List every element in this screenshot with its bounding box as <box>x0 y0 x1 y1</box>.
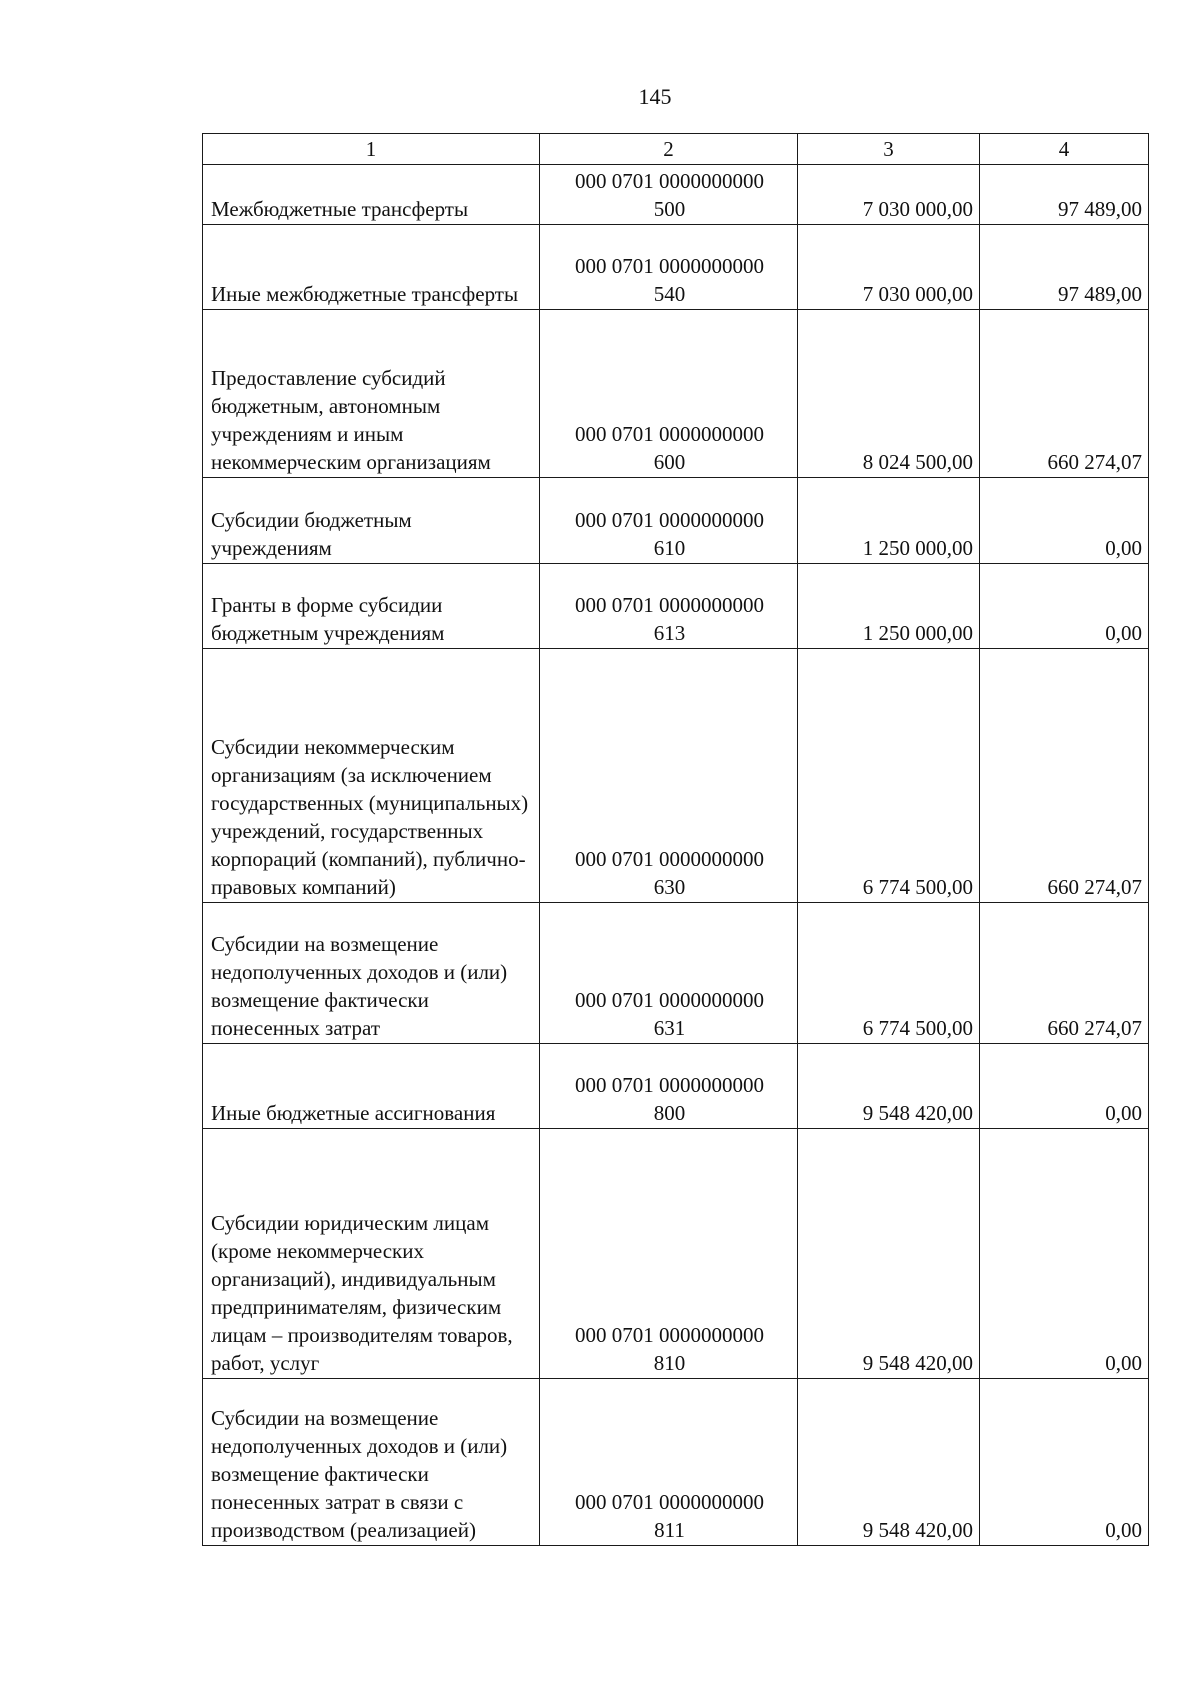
code-prefix: 000 0701 0000000000 <box>575 254 764 278</box>
row-code <box>540 478 798 564</box>
header-col-4: 4 <box>980 134 1149 165</box>
row-col3-value: 9 548 420,00 <box>798 1129 980 1379</box>
table-row <box>203 564 1149 649</box>
row-code <box>540 1129 798 1379</box>
row-name: Субсидии юридическим лицам (кроме некоммерческих организаций), индивидуальным предпринимателям, физическим лицам – производителям товаров, работ, услуг <box>203 1129 540 1379</box>
row-name: Субсидии на возмещение недополученных доходов и (или) возмещение фактически понесенных затрат <box>203 903 540 1044</box>
code-prefix: 000 0701 0000000000 <box>575 1073 764 1097</box>
code-suffix: 500 <box>653 197 686 221</box>
code-suffix: 631 <box>653 1016 686 1040</box>
row-col3-value: 9 548 420,00 <box>798 1044 980 1129</box>
table-row <box>203 310 1149 478</box>
table-row <box>203 165 1149 225</box>
code-suffix: 610 <box>653 536 686 560</box>
code-suffix: 800 <box>653 1101 686 1125</box>
code-suffix: 600 <box>653 450 686 474</box>
table-row <box>203 1044 1149 1129</box>
code-prefix: 000 0701 0000000000 <box>575 847 764 871</box>
table-row <box>203 649 1149 903</box>
row-col4-value: 97 489,00 <box>980 225 1149 310</box>
code-prefix: 000 0701 0000000000 <box>575 508 764 532</box>
row-name: Иные межбюджетные трансферты <box>203 225 540 310</box>
row-col4-value: 660 274,07 <box>980 310 1149 478</box>
page-number: 145 <box>638 84 672 109</box>
row-code <box>540 310 798 478</box>
table-row <box>203 225 1149 310</box>
row-code <box>540 564 798 649</box>
row-code <box>540 225 798 310</box>
code-prefix: 000 0701 0000000000 <box>575 422 764 446</box>
header-col-3: 3 <box>798 134 980 165</box>
row-col3-value: 7 030 000,00 <box>798 225 980 310</box>
table-row <box>203 903 1149 1044</box>
row-col4-value: 660 274,07 <box>980 649 1149 903</box>
row-code <box>540 903 798 1044</box>
code-suffix: 540 <box>653 282 686 306</box>
code-suffix: 810 <box>653 1351 686 1375</box>
row-col3-value: 8 024 500,00 <box>798 310 980 478</box>
row-col3-value: 9 548 420,00 <box>798 1379 980 1546</box>
row-col4-value: 0,00 <box>980 1044 1149 1129</box>
code-prefix: 000 0701 0000000000 <box>575 593 764 617</box>
row-name: Гранты в форме субсидии бюджетным учреждениям <box>203 564 540 649</box>
row-code <box>540 1379 798 1546</box>
code-prefix: 000 0701 0000000000 <box>575 988 764 1012</box>
row-col4-value: 0,00 <box>980 1379 1149 1546</box>
row-col4-value: 660 274,07 <box>980 903 1149 1044</box>
row-name: Предоставление субсидий бюджетным, автономным учреждениям и иным некоммерческим организациям <box>203 310 540 478</box>
row-name: Субсидии на возмещение недополученных доходов и (или) возмещение фактически понесенных затрат в связи с производством (реализацией) <box>203 1379 540 1546</box>
row-code <box>540 165 798 225</box>
row-col4-value: 0,00 <box>980 564 1149 649</box>
budget-table <box>202 133 1149 1546</box>
code-suffix: 613 <box>653 621 686 645</box>
table-row <box>203 1379 1149 1546</box>
row-col3-value: 6 774 500,00 <box>798 903 980 1044</box>
row-col3-value: 7 030 000,00 <box>798 165 980 225</box>
row-name: Субсидии некоммерческим организациям (за исключением государственных (муниципальных) учреждений, государственных корпораций (компаний), публично-правовых компаний) <box>203 649 540 903</box>
code-prefix: 000 0701 0000000000 <box>575 1490 764 1514</box>
header-col-2: 2 <box>540 134 798 165</box>
row-code <box>540 649 798 903</box>
row-code <box>540 1044 798 1129</box>
code-prefix: 000 0701 0000000000 <box>575 1323 764 1347</box>
header-row <box>203 134 1149 165</box>
table-row <box>203 1129 1149 1379</box>
row-col3-value: 6 774 500,00 <box>798 649 980 903</box>
code-suffix: 811 <box>654 1518 685 1542</box>
row-col4-value: 0,00 <box>980 1129 1149 1379</box>
header-col-1: 1 <box>203 134 540 165</box>
table-row <box>203 478 1149 564</box>
row-col3-value: 1 250 000,00 <box>798 564 980 649</box>
code-prefix: 000 0701 0000000000 <box>575 169 764 193</box>
row-col4-value: 0,00 <box>980 478 1149 564</box>
row-name: Иные бюджетные ассигнования <box>203 1044 540 1129</box>
row-name: Межбюджетные трансферты <box>203 165 540 225</box>
row-col3-value: 1 250 000,00 <box>798 478 980 564</box>
row-col4-value: 97 489,00 <box>980 165 1149 225</box>
code-suffix: 630 <box>653 875 686 899</box>
row-name: Субсидии бюджетным учреждениям <box>203 478 540 564</box>
